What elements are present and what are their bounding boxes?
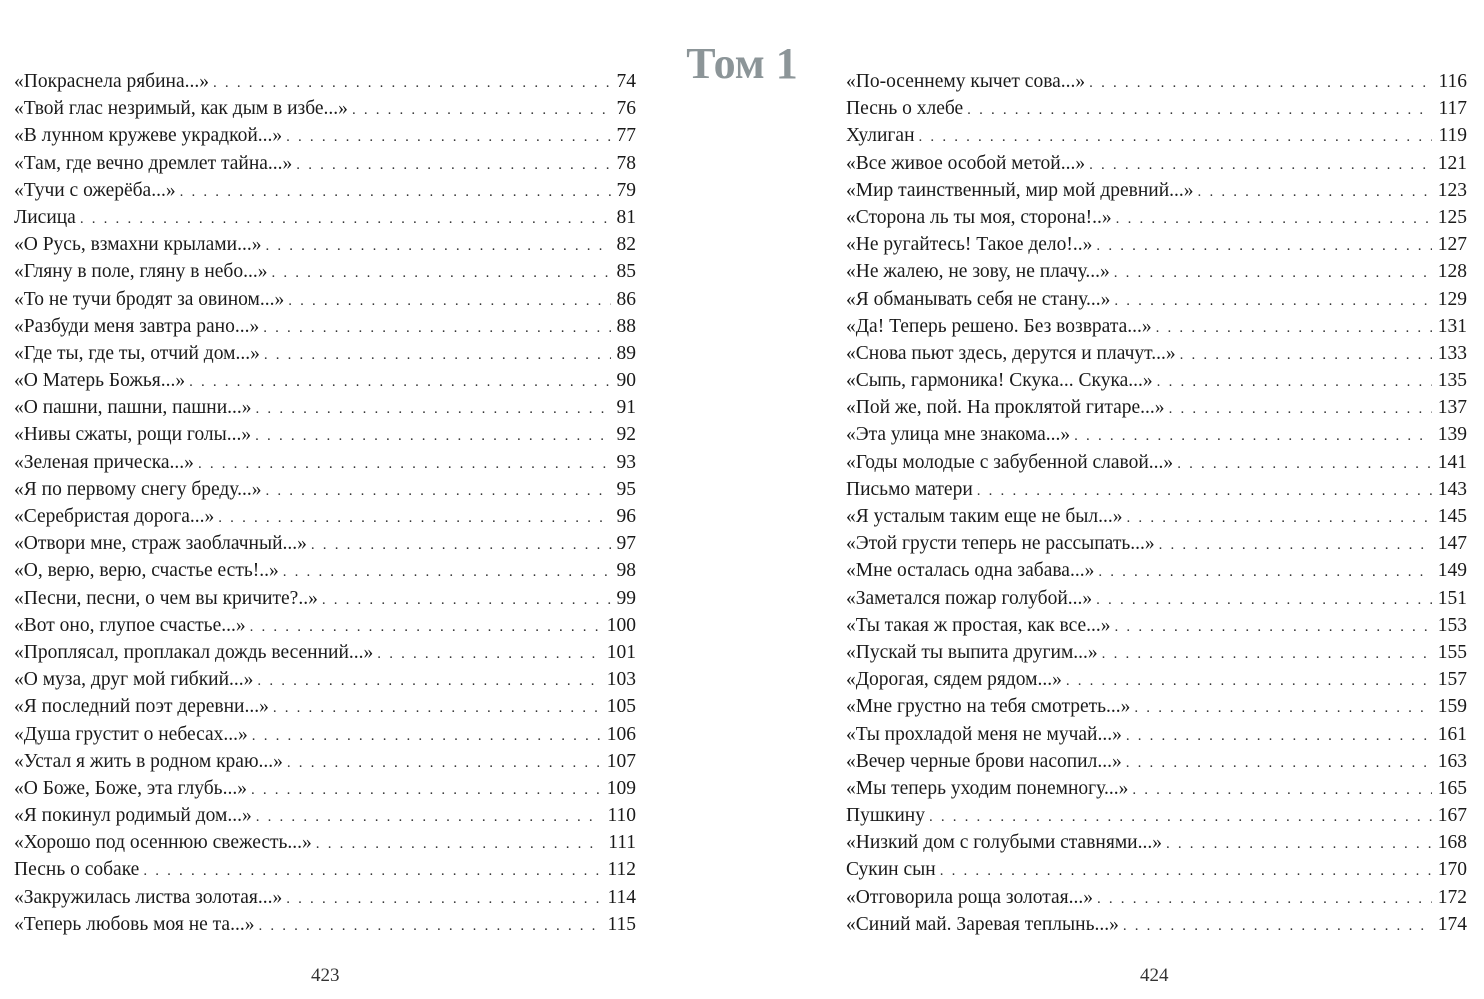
dot-leader xyxy=(251,777,601,804)
toc-entry xyxy=(846,748,1467,775)
toc-entry-title: «Не жалею, не зову, не плачу...» xyxy=(846,261,1110,283)
toc-entry xyxy=(846,585,1467,612)
toc-entry xyxy=(846,150,1467,177)
toc-entry-title: «Пой же, пой. На проклятой гитаре...» xyxy=(846,397,1165,419)
toc-entry xyxy=(846,693,1467,720)
toc-entry xyxy=(14,313,636,340)
toc-entry-page: 135 xyxy=(1437,370,1467,392)
toc-entry xyxy=(846,204,1467,231)
toc-entry-page: 110 xyxy=(607,805,636,827)
dot-leader xyxy=(80,206,611,233)
dot-leader xyxy=(265,233,610,260)
toc-entry-page: 95 xyxy=(616,478,636,500)
dot-leader xyxy=(1116,206,1432,233)
toc-entry xyxy=(14,557,636,584)
dot-leader xyxy=(143,858,601,885)
dot-leader xyxy=(1169,396,1432,423)
dot-leader xyxy=(218,505,610,532)
dot-leader xyxy=(1180,342,1432,369)
toc-entry-page: 99 xyxy=(616,587,636,609)
toc-entry xyxy=(846,421,1467,448)
toc-entry-title: «Все живое особой метой...» xyxy=(846,152,1086,174)
dot-leader xyxy=(1156,315,1432,342)
toc-entry xyxy=(846,313,1467,340)
toc-entry-page: 76 xyxy=(616,98,636,120)
dot-leader xyxy=(1134,695,1431,722)
toc-entry-page: 89 xyxy=(616,342,636,364)
toc-entry-page: 101 xyxy=(606,641,636,663)
toc-entry-title: «Мне осталась одна забава...» xyxy=(846,560,1095,582)
toc-entry-page: 159 xyxy=(1437,696,1467,718)
toc-entry-page: 149 xyxy=(1437,560,1467,582)
toc-entry-title: «О, верю, верю, счастье есть!..» xyxy=(14,560,279,582)
toc-entry xyxy=(14,68,636,95)
dot-leader xyxy=(1198,179,1432,206)
dot-leader xyxy=(1074,423,1432,450)
toc-entry-page: 161 xyxy=(1437,723,1467,745)
left-page-toc xyxy=(14,68,636,938)
toc-entry-page: 123 xyxy=(1437,179,1467,201)
toc-entry-title: «Проплясал, проплакал дождь весенний...» xyxy=(14,641,374,663)
toc-entry xyxy=(14,639,636,666)
toc-entry-title: «Отвори мне, страж заоблачный...» xyxy=(14,533,307,555)
dot-leader xyxy=(322,587,611,614)
toc-entry-title: «Этой грусти теперь не рассыпать...» xyxy=(846,533,1155,555)
toc-entry-title: «Синий май. Заревая теплынь...» xyxy=(846,913,1119,935)
toc-entry xyxy=(846,884,1467,911)
toc-entry-page: 167 xyxy=(1437,805,1467,827)
toc-entry xyxy=(846,530,1467,557)
toc-entry xyxy=(14,122,636,149)
toc-entry-title: Песнь о хлебе xyxy=(846,98,964,120)
toc-entry-title: «Заметался пожар голубой...» xyxy=(846,587,1093,609)
toc-entry xyxy=(846,911,1467,938)
dot-leader xyxy=(311,532,611,559)
toc-entry xyxy=(14,394,636,421)
toc-entry-page: 82 xyxy=(616,234,636,256)
dot-leader xyxy=(273,695,601,722)
toc-entry-title: «Я покинул родимый дом...» xyxy=(14,805,252,827)
toc-entry xyxy=(846,231,1467,258)
dot-leader xyxy=(288,288,610,315)
toc-entry xyxy=(14,476,636,503)
toc-entry-page: 141 xyxy=(1437,451,1467,473)
toc-entry-title: Лисица xyxy=(14,206,76,228)
toc-entry-page: 137 xyxy=(1437,397,1467,419)
toc-entry-title: «Мне грустно на тебя смотреть...» xyxy=(846,696,1131,718)
volume-title: Том 1 xyxy=(686,39,798,89)
toc-entry-title: «О пашни, пашни, пашни...» xyxy=(14,397,252,419)
dot-leader xyxy=(286,124,610,151)
toc-entry-title: «Снова пьют здесь, дерутся и плачут...» xyxy=(846,342,1176,364)
toc-entry xyxy=(14,802,636,829)
toc-entry-page: 117 xyxy=(1438,98,1467,120)
dot-leader xyxy=(256,804,602,831)
dot-leader xyxy=(967,97,1432,124)
toc-entry-title: «Дорогая, сядем рядом...» xyxy=(846,669,1062,691)
toc-entry xyxy=(846,394,1467,421)
dot-leader xyxy=(255,423,610,450)
right-page-toc xyxy=(846,68,1467,938)
toc-entry xyxy=(14,530,636,557)
toc-entry-title: «Сторона ль ты моя, сторона!..» xyxy=(846,206,1112,228)
toc-entry xyxy=(14,286,636,313)
toc-entry-title: «Я последний поэт деревни...» xyxy=(14,696,269,718)
dot-leader xyxy=(286,886,601,913)
toc-entry-page: 98 xyxy=(616,560,636,582)
toc-entry-title: «В лунном кружеве украдкой...» xyxy=(14,125,283,147)
toc-entry-title: «Серебристая дорога...» xyxy=(14,506,215,527)
toc-entry-title: «Сыпь, гармоника! Скука... Скука...» xyxy=(846,370,1153,392)
toc-entry-title: «Теперь любовь моя не та...» xyxy=(14,913,255,935)
toc-entry-title: «Я усталым таким еще не был...» xyxy=(846,506,1123,527)
toc-entry xyxy=(846,122,1467,149)
toc-entry xyxy=(846,802,1467,829)
dot-leader xyxy=(929,804,1432,831)
toc-entry-page: 121 xyxy=(1437,152,1467,174)
dot-leader xyxy=(1177,451,1432,478)
toc-entry xyxy=(14,612,636,639)
toc-entry-page: 153 xyxy=(1437,614,1467,636)
dot-leader xyxy=(1102,641,1432,668)
toc-entry xyxy=(14,95,636,122)
toc-entry-title: «Покраснела рябина...» xyxy=(14,71,210,92)
dot-leader xyxy=(287,750,601,777)
toc-entry-title: «Закружилась листва золотая...» xyxy=(14,886,283,908)
toc-entry-page: 109 xyxy=(606,777,636,799)
toc-entry-page: 106 xyxy=(606,723,636,745)
toc-entry-title: Хулиган xyxy=(846,125,915,147)
toc-entry-title: «Не ругайтесь! Такое дело!..» xyxy=(846,234,1093,256)
toc-entry xyxy=(14,775,636,802)
toc-entry-page: 139 xyxy=(1437,424,1467,446)
dot-leader xyxy=(265,478,610,505)
toc-entry-page: 88 xyxy=(616,315,636,337)
toc-entry xyxy=(846,449,1467,476)
toc-entry-title: «Да! Теперь решено. Без возврата...» xyxy=(846,315,1152,337)
dot-leader xyxy=(352,97,611,124)
toc-entry xyxy=(14,258,636,285)
toc-entry xyxy=(14,911,636,938)
dot-leader xyxy=(198,451,611,478)
toc-entry-page: 81 xyxy=(616,206,636,228)
toc-entry-title: «Там, где вечно дремлет тайна...» xyxy=(14,152,293,174)
dot-leader xyxy=(1126,750,1432,777)
toc-entry-title: «Разбуди меня завтра рано...» xyxy=(14,315,260,337)
toc-entry-title: «О Русь, взмахни крылами...» xyxy=(14,234,262,256)
toc-entry xyxy=(846,476,1467,503)
toc-entry-page: 96 xyxy=(616,506,636,527)
toc-entry-page: 174 xyxy=(1437,913,1467,935)
toc-entry-page: 127 xyxy=(1437,234,1467,256)
toc-entry-title: «Ты прохладой меня не мучай...» xyxy=(846,723,1122,745)
toc-entry xyxy=(14,503,636,530)
toc-entry-page: 116 xyxy=(1438,71,1467,92)
left-page-number: 423 xyxy=(311,965,340,986)
dot-leader xyxy=(1097,886,1432,913)
toc-entry-title: «Вечер черные брови насопил...» xyxy=(846,750,1122,772)
dot-leader xyxy=(252,723,601,750)
dot-leader xyxy=(940,858,1432,885)
toc-entry-page: 133 xyxy=(1437,342,1467,364)
toc-entry xyxy=(846,503,1467,530)
toc-entry-page: 105 xyxy=(606,696,636,718)
toc-entry xyxy=(14,585,636,612)
toc-entry-page: 103 xyxy=(606,669,636,691)
toc-entry-page: 85 xyxy=(616,261,636,283)
toc-entry xyxy=(14,748,636,775)
toc-entry-title: «Пускай ты выпита другим...» xyxy=(846,641,1098,663)
toc-entry-title: «О Матерь Божья...» xyxy=(14,370,186,392)
toc-entry-page: 147 xyxy=(1437,533,1467,555)
right-page-number: 424 xyxy=(1140,965,1169,986)
toc-entry-page: 172 xyxy=(1437,886,1467,908)
toc-entry-title: «Нивы сжаты, рощи голы...» xyxy=(14,424,252,446)
toc-entry-page: 86 xyxy=(616,288,636,310)
toc-entry-page: 100 xyxy=(606,614,636,636)
dot-leader xyxy=(919,124,1433,151)
toc-entry-page: 97 xyxy=(616,533,636,555)
toc-entry-page: 115 xyxy=(607,913,636,935)
toc-entry-page: 151 xyxy=(1437,587,1467,609)
dot-leader xyxy=(271,260,610,287)
toc-entry-title: «Отговорила роща золотая...» xyxy=(846,886,1093,908)
toc-entry-title: «Годы молодые с забубенной славой...» xyxy=(846,451,1174,473)
dot-leader xyxy=(1115,614,1432,641)
toc-entry xyxy=(14,666,636,693)
toc-entry-title: «По-осеннему кычет сова...» xyxy=(846,71,1086,92)
toc-entry-page: 77 xyxy=(616,125,636,147)
dot-leader xyxy=(1096,233,1431,260)
dot-leader xyxy=(377,641,600,668)
toc-entry-page: 93 xyxy=(616,451,636,473)
toc-entry-page: 111 xyxy=(608,832,636,854)
toc-entry xyxy=(846,258,1467,285)
toc-entry-title: Письмо матери xyxy=(846,478,973,500)
toc-entry xyxy=(846,666,1467,693)
toc-entry-title: «Ты такая ж простая, как все...» xyxy=(846,614,1111,636)
toc-entry-page: 114 xyxy=(607,886,636,908)
dot-leader xyxy=(1166,831,1432,858)
toc-entry xyxy=(14,421,636,448)
dot-leader xyxy=(1098,559,1431,586)
toc-entry xyxy=(846,95,1467,122)
toc-entry-title: «Мы теперь уходим понемногу...» xyxy=(846,777,1129,799)
toc-entry xyxy=(14,884,636,911)
dot-leader xyxy=(213,70,610,97)
dot-leader xyxy=(1089,70,1432,97)
toc-entry xyxy=(846,68,1467,95)
toc-entry-title: «Твой глас незримый, как дым в избе...» xyxy=(14,98,348,120)
toc-entry xyxy=(14,449,636,476)
toc-entry-title: «Хорошо под осеннюю свежесть...» xyxy=(14,832,312,854)
toc-entry-page: 165 xyxy=(1437,777,1467,799)
dot-leader xyxy=(296,152,610,179)
toc-entry-title: «О Боже, Боже, эта глубь...» xyxy=(14,777,247,799)
toc-entry xyxy=(846,721,1467,748)
toc-entry-title: «Низкий дом с голубыми ставнями...» xyxy=(846,832,1162,854)
toc-entry xyxy=(846,775,1467,802)
toc-entry-page: 125 xyxy=(1437,206,1467,228)
toc-entry xyxy=(846,639,1467,666)
toc-entry xyxy=(846,286,1467,313)
toc-entry-page: 131 xyxy=(1437,315,1467,337)
dot-leader xyxy=(1159,532,1432,559)
toc-entry-page: 155 xyxy=(1437,641,1467,663)
toc-entry xyxy=(846,557,1467,584)
toc-entry xyxy=(846,612,1467,639)
toc-entry-page: 157 xyxy=(1437,669,1467,691)
toc-entry xyxy=(14,829,636,856)
toc-entry-page: 128 xyxy=(1437,261,1467,283)
toc-entry-title: «Песни, песни, о чем вы кричите?..» xyxy=(14,587,318,609)
toc-entry-page: 119 xyxy=(1438,125,1467,147)
dot-leader xyxy=(1123,913,1432,940)
dot-leader xyxy=(977,478,1432,505)
toc-entry-title: «То не тучи бродят за овином...» xyxy=(14,288,285,310)
toc-entry-page: 92 xyxy=(616,424,636,446)
dot-leader xyxy=(180,179,611,206)
toc-entry xyxy=(14,856,636,883)
dot-leader xyxy=(1126,723,1432,750)
toc-entry-page: 170 xyxy=(1437,859,1467,881)
toc-entry xyxy=(14,693,636,720)
toc-entry-title: Пушкину xyxy=(846,805,925,827)
toc-entry-page: 74 xyxy=(616,71,636,92)
dot-leader xyxy=(256,396,611,423)
dot-leader xyxy=(263,315,610,342)
dot-leader xyxy=(1114,288,1431,315)
toc-entry-title: «Зеленая прическа...» xyxy=(14,451,194,473)
dot-leader xyxy=(283,559,611,586)
toc-entry-title: «Душа грустит о небесах...» xyxy=(14,723,248,745)
dot-leader xyxy=(264,342,611,369)
toc-entry xyxy=(14,204,636,231)
toc-entry xyxy=(846,177,1467,204)
toc-entry-title: «Эта улица мне знакома...» xyxy=(846,424,1071,446)
toc-entry xyxy=(14,721,636,748)
toc-entry xyxy=(14,231,636,258)
toc-entry xyxy=(14,150,636,177)
dot-leader xyxy=(189,369,610,396)
toc-entry-title: «Тучи с ожерёба...» xyxy=(14,179,176,201)
toc-entry-title: «Мир таинственный, мир мой древний...» xyxy=(846,179,1194,201)
toc-entry-title: «Я по первому снегу бреду...» xyxy=(14,478,262,500)
toc-entry-title: «Вот оно, глупое счастье...» xyxy=(14,614,246,636)
toc-entry-title: «О муза, друг мой гибкий...» xyxy=(14,669,254,691)
toc-entry-page: 91 xyxy=(616,397,636,419)
toc-entry-page: 143 xyxy=(1437,478,1467,500)
toc-entry-page: 168 xyxy=(1437,832,1467,854)
dot-leader xyxy=(1132,777,1431,804)
toc-entry-page: 107 xyxy=(606,750,636,772)
dot-leader xyxy=(1096,587,1432,614)
toc-entry-page: 145 xyxy=(1437,506,1467,527)
dot-leader xyxy=(1114,260,1432,287)
toc-entry-page: 78 xyxy=(616,152,636,174)
dot-leader xyxy=(1089,152,1432,179)
dot-leader xyxy=(1127,505,1432,532)
dot-leader xyxy=(250,614,601,641)
toc-entry xyxy=(14,177,636,204)
toc-entry-page: 112 xyxy=(607,859,636,881)
toc-entry xyxy=(846,829,1467,856)
toc-entry-title: Песнь о собаке xyxy=(14,859,140,881)
toc-entry xyxy=(14,367,636,394)
toc-entry-title: «Где ты, где ты, отчий дом...» xyxy=(14,342,260,364)
toc-entry-title: «Я обманывать себя не стану...» xyxy=(846,288,1111,310)
toc-entry-page: 79 xyxy=(616,179,636,201)
toc-entry xyxy=(846,367,1467,394)
toc-entry-page: 90 xyxy=(616,370,636,392)
toc-entry-title: «Устал я жить в родном краю...» xyxy=(14,750,283,772)
dot-leader xyxy=(258,913,601,940)
toc-entry xyxy=(846,340,1467,367)
toc-entry-page: 129 xyxy=(1437,288,1467,310)
dot-leader xyxy=(1066,668,1432,695)
toc-entry xyxy=(846,856,1467,883)
toc-entry-title: Сукин сын xyxy=(846,859,936,881)
toc-entry xyxy=(14,340,636,367)
toc-entry-page: 163 xyxy=(1437,750,1467,772)
dot-leader xyxy=(257,668,600,695)
toc-entry-title: «Гляну в поле, гляну в небо...» xyxy=(14,261,268,283)
dot-leader xyxy=(316,831,602,858)
dot-leader xyxy=(1157,369,1432,396)
